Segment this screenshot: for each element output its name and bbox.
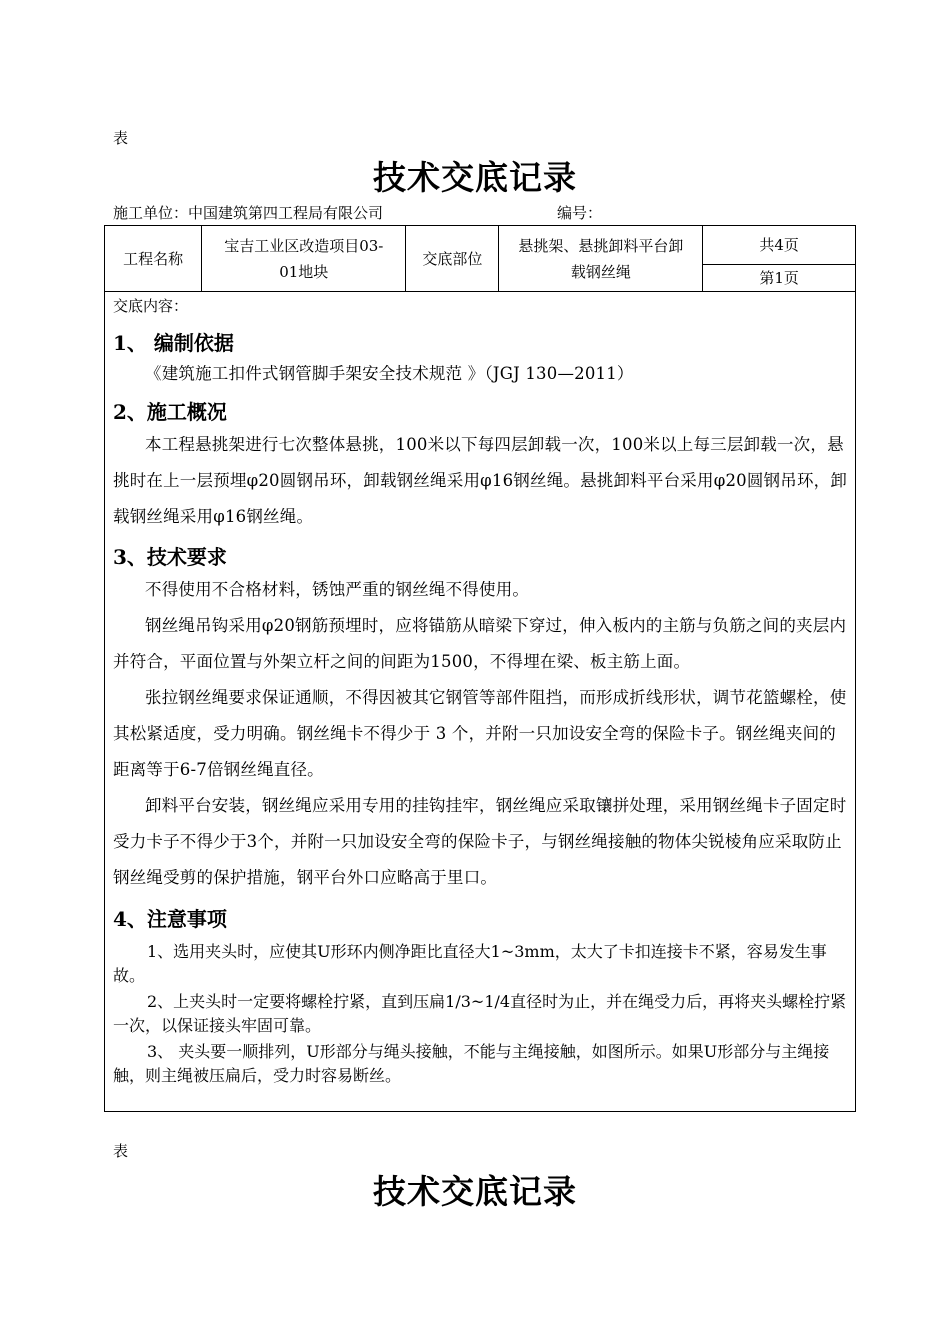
section-paragraph: 3、 夹头要一顺排列，U形部分与绳头接触，不能与主绳接触，如图所示。如果U形部分与主绳接触，则主绳被压扁后，受力时容易断丝。 xyxy=(113,1042,830,1085)
section-paragraph: 本工程悬挑架进行七次整体悬挑，100米以下每四层卸载一次，100米以上每三层卸载一次，悬挑时在上一层预埋φ20圆钢吊环，卸载钢丝绳采用φ16钢丝绳。悬挑卸料平台采用φ20圆钢吊环，卸载钢丝绳采用φ16钢丝绳。 xyxy=(113,435,848,526)
form-label-2: 表 xyxy=(113,1142,129,1160)
part-value xyxy=(499,226,703,292)
part-label: 交底部位 xyxy=(406,226,499,292)
info-table xyxy=(104,225,856,292)
section-heading: 3、技术要求 xyxy=(113,545,227,569)
project-name-value xyxy=(202,226,406,292)
section-paragraph: 1、选用夹头时，应使其U形环内侧净距比直径大1~3mm，太大了卡扣连接卡不紧，容易发生事故。 xyxy=(113,942,827,985)
total-pages: 共4页 xyxy=(703,226,856,265)
number-label: 编号： xyxy=(557,204,603,222)
company-label: 施工单位：中国建筑第四工程局有限公司 xyxy=(113,204,384,222)
part-value-line1: 悬挑架、悬挑卸料平台卸 xyxy=(518,236,684,255)
project-name-label: 工程名称 xyxy=(105,226,202,292)
current-page: 第1页 xyxy=(703,265,856,292)
section-paragraph: 卸料平台安装，钢丝绳应采用专用的挂钩挂牢，钢丝绳应采取镶拼处理，采用钢丝绳卡子固定时受力卡子不得少于3个，并附一只加设安全弯的保险卡子，与钢丝绳接触的物体尖锐棱角应采取防止钢丝绳受剪的保护措施，钢平台外口应略高于里口。 xyxy=(113,796,847,887)
section-paragraph: 张拉钢丝绳要求保证通顺，不得因被其它钢管等部件阻挡，而形成折线形状，调节花篮螺栓，使其松紧适度，受力明确。钢丝绳卡不得少于 3 个，并附一只加设安全弯的保险卡子。钢丝绳夹间的距离等于6-7倍钢丝绳直径。 xyxy=(113,688,847,779)
project-name-line2: 01地块 xyxy=(279,262,329,281)
page-title: 技术交底记录 xyxy=(373,158,577,197)
section-paragraph: 《建筑施工扣件式钢管脚手架安全技术规范 》（JGJ 130—2011） xyxy=(145,364,634,383)
form-label: 表 xyxy=(113,129,129,147)
project-name-line1: 宝吉工业区改造项目03- xyxy=(224,236,384,255)
section-paragraph: 2、上夹头时一定要将螺栓拧紧，直到压扁1/3~1/4直径时为止，并在绳受力后，再将夹头螺栓拧紧一次，以保证接头牢固可靠。 xyxy=(113,992,847,1035)
part-value-line2: 载钢丝绳 xyxy=(570,262,631,281)
section-heading: 4、注意事项 xyxy=(113,907,227,931)
section-paragraph: 钢丝绳吊钩采用φ20钢筋预埋时，应将锚筋从暗梁下穿过，伸入板内的主筋与负筋之间的夹层内并符合，平面位置与外架立杆之间的间距为1500，不得埋在梁、板主筋上面。 xyxy=(113,616,847,671)
section-paragraph: 不得使用不合格材料，锈蚀严重的钢丝绳不得使用。 xyxy=(145,580,530,599)
section-heading: 2、施工概况 xyxy=(113,400,227,424)
section-heading: 1、 编制依据 xyxy=(113,331,234,355)
content-label: 交底内容： xyxy=(113,297,189,315)
page-title-2: 技术交底记录 xyxy=(373,1172,577,1211)
